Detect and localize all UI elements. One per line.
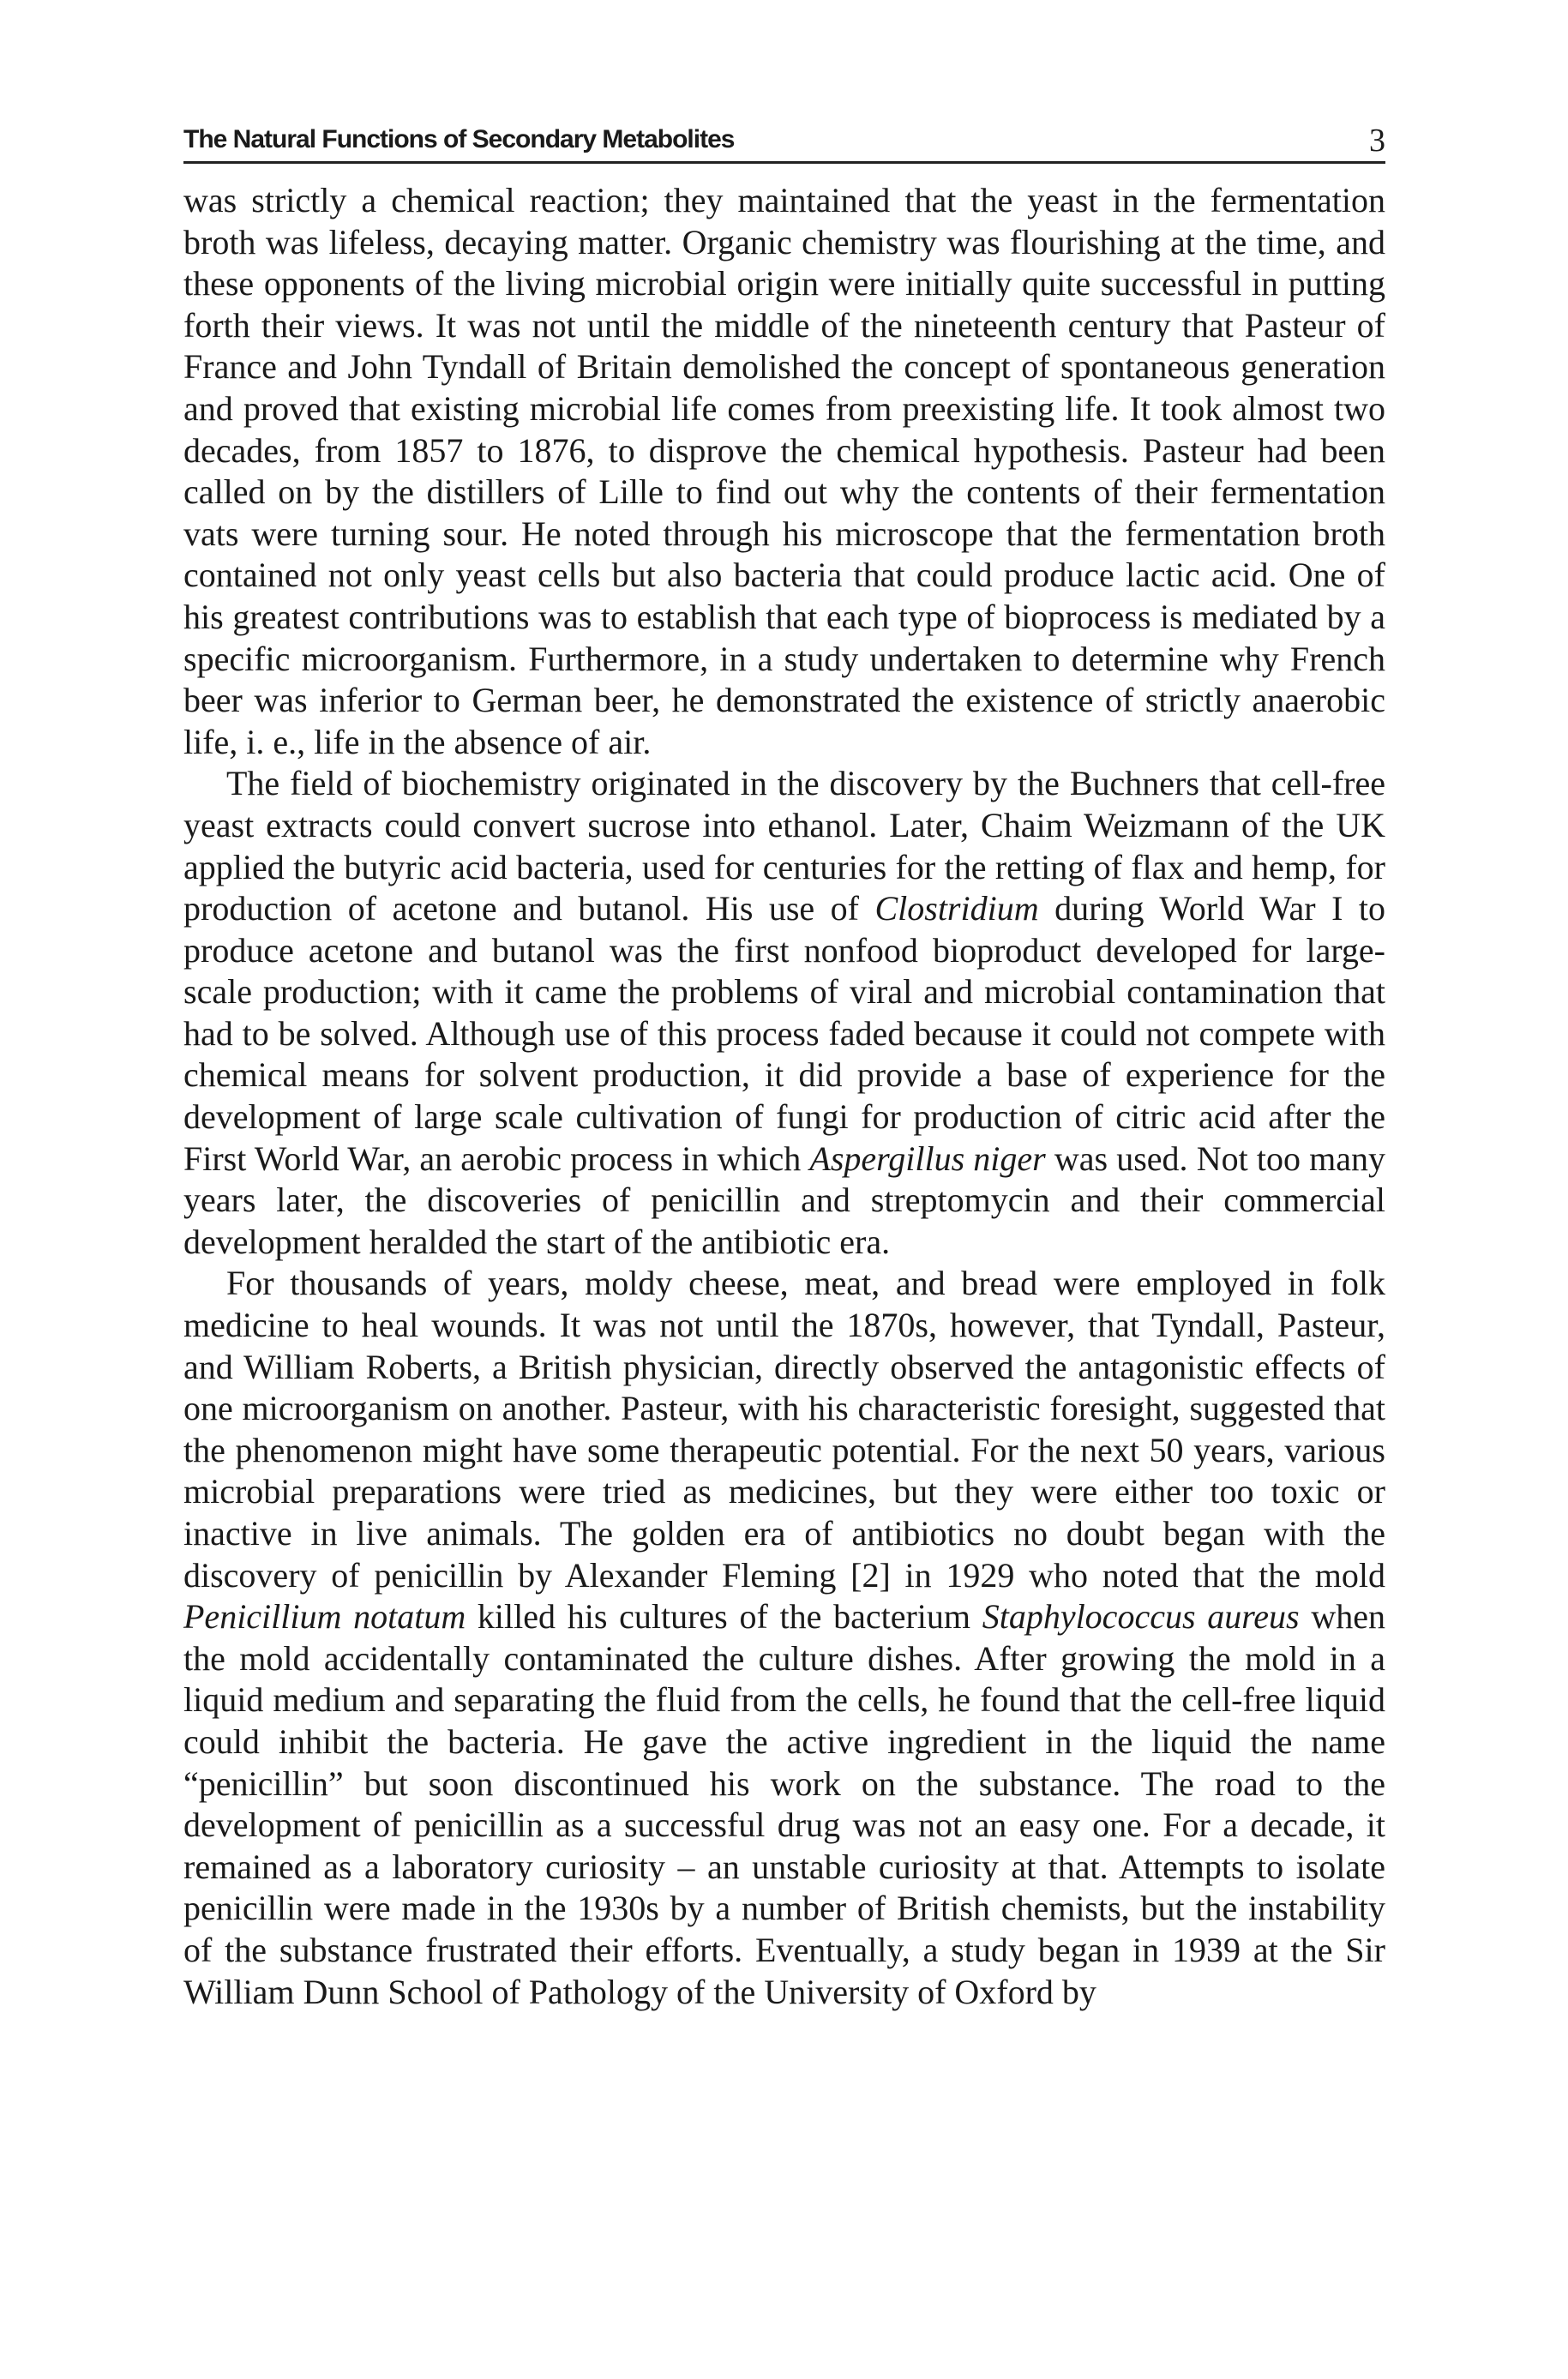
italic-term-staphylococcus-aureus: Staphylococcus aureus [982,1597,1300,1637]
running-head-title: The Natural Functions of Secondary Metabolites [183,125,735,153]
paragraph-3-text-a: For thousands of years, moldy cheese, meat, and bread were employed in folk medicine to heal wounds. It was not until the 1870s, however, that Tyndall, Pasteur, and William Roberts, a British physician, directly observed the antagonistic effects of one microorganism on another. Pasteur, with his characteristic foresight, suggested that the phenomenon might have some therapeutic potential. For the next 50 years, various microbial preparations were tried as medicines, but they were either too toxic or inactive in live animals. The golden era of antibiotics no doubt began with the discovery of penicillin by Alexander Fleming [2] in 1929 who noted that the mold [183,1264,1385,1595]
italic-term-clostridium: Clostridium [874,889,1039,928]
paragraph-2-text-a: The field of biochemistry originated in the discovery by the Buchners that cell-free yeast extracts could convert sucrose into ethanol. Later, Chaim Weizmann of the UK applied the butyric acid bacteria, used for centuries for the retting of flax and hemp, for production of acetone and butanol. His use of [183,764,1385,928]
paragraph-1 [183,180,1385,763]
paragraph-3-text-b: killed his cultures of the bacterium [466,1597,982,1637]
italic-term-aspergillus-niger: Aspergillus niger [809,1138,1046,1178]
paragraph-2 [183,763,1385,1263]
paragraph-1-text: was strictly a chemical reaction; they maintained that the yeast in the fermentation broth was lifeless, decaying matter. Organic chemistry was flourishing at the time, and these opponents of the living microbial origin were initially quite successful in putting forth their views. It was not until the middle of the nineteenth century that Pasteur of France and John Tyndall of Britain demolished the concept of spontaneous generation and proved that existing microbial life comes from preexisting life. It took almost two decades, from 1857 to 1876, to disprove the chemical hypothesis. Pasteur had been called on by the distillers of Lille to find out why the contents of their fermentation vats were turning sour. He noted through his microscope that the fermentation broth contained not only yeast cells but also bacteria that could produce lactic acid. One of his greatest contributions was to establish that each type of bioprocess is mediated by a specific microorganism. Furthermore, in a study undertaken to determine why French beer was inferior to German beer, he demonstrated the existence of strictly anaerobic life, i. e., life in the absence of air. [183,181,1385,761]
paragraph-3-text-c: when the mold accidentally contaminated the culture dishes. After growing the mold in a liquid medium and separating the fluid from the cells, he found that the cell-free liquid could inhibit the bacteria. He gave the active ingredient in the liquid the name “penicillin” but soon discontinued his work on the substance. The road to the development of penicillin as a successful drug was not an easy one. For a decade, it remained as a laboratory curiosity – an unstable curiosity at that. Attempts to isolate penicillin were made in the 1930s by a number of British chemists, but the instability of the substance frustrated their efforts. Eventually, a study began in 1939 at the Sir William Dunn School of Pathology of the University of Oxford by [183,1597,1385,2011]
italic-term-penicillium-notatum: Penicillium notatum [183,1597,466,1637]
page-header [183,120,1385,164]
body-text [183,180,1385,2013]
paragraph-2-text-b: during World War I to produce acetone and butanol was the first nonfood bioproduct developed for large-scale production; with it came the problems of viral and microbial contamination that had to be solved. Although use of this process faded because it could not compete with chemical means for solvent production, it did provide a base of experience for the development of large scale cultivation of fungi for production of citric acid after the First World War, an aerobic process in which [183,889,1385,1178]
paragraph-2-text-c: was used. Not too many years later, the discoveries of penicillin and streptomycin and their commercial development heralded the start of the antibiotic era. [183,1138,1385,1261]
paragraph-3 [183,1263,1385,2013]
page-number: 3 [1369,123,1385,159]
